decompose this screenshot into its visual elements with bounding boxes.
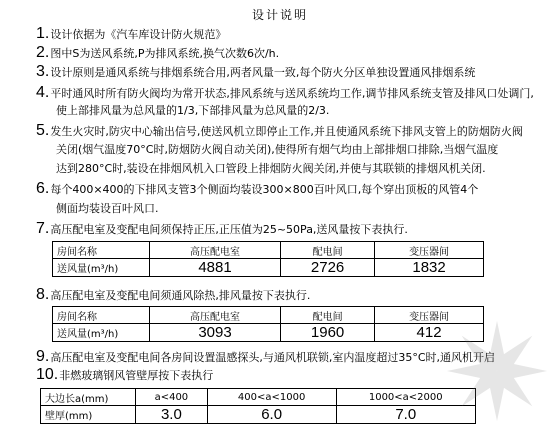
table-header-row: [41, 389, 476, 406]
item-6: [36, 182, 478, 197]
table-cell: 3.0: [136, 406, 208, 424]
item-number: 9.: [36, 348, 50, 365]
item-3: [36, 65, 475, 80]
item-text: 高压配电室及变配电间各房间设置温感探头,与通风机联锁,室内温度超过35°C时,通风机开启: [50, 351, 496, 364]
item-6-continued: 侧面均装设百叶风口.: [56, 202, 159, 215]
table-header-cell: 400<a<1000: [207, 389, 336, 406]
table-header-cell: 1000<a<2000: [336, 389, 476, 406]
item-number: 10.: [36, 366, 59, 383]
item-number: 5.: [36, 122, 50, 139]
table-header-cell: 高压配电室: [150, 242, 281, 259]
item-1: [36, 27, 226, 42]
item-text: 设计依据为《汽车库设计防火规范》: [50, 28, 227, 41]
item-number: 1.: [36, 25, 50, 42]
item-text: 图中S为送风系统,P为排风系统,换气次数6次/h.: [50, 47, 280, 60]
item-number: 3.: [36, 63, 50, 80]
table-duct-thickness: [40, 388, 476, 424]
item-number: 4.: [36, 84, 50, 101]
item-number: 2.: [36, 44, 50, 61]
item-4-continued: 使上部排风量为总风量的1/3,下部排风量为总风量的2/3.: [56, 104, 330, 117]
item-text: 每个400×400的下排风支管3个侧面均装设300×800百叶风口,每个穿出顶板的风管4个: [50, 183, 479, 196]
table-cell: 4881: [150, 259, 281, 277]
table-header-cell: 变压器间: [375, 307, 484, 324]
table-cell: 6.0: [207, 406, 336, 424]
table-header-row: [53, 242, 484, 259]
table-row: [53, 259, 484, 277]
item-text: 发生火灾时,防灾中心输出信号,使送风机立即停止工作,并且使通风系统下排风支管上的防烟防火阀: [50, 125, 523, 138]
table-header-cell: 变压器间: [375, 242, 484, 259]
table-header-cell: 高压配电室: [150, 307, 281, 324]
page-title: 设计说明: [251, 8, 308, 22]
table-header-cell: 配电间: [281, 307, 375, 324]
item-10: [36, 368, 213, 383]
item-5-continued: 关闭(烟气温度70°C时,防烟防火阀自动关闭),使得所有烟气均由上部排烟口排除,当烟气温度: [56, 143, 499, 156]
table-exhaust-air: [52, 306, 484, 342]
item-5-continued-2: 达到280°C时,装设在排烟风机入口管段上排烟防火阀关闭,并使与其联锁的排烟风机关闭.: [56, 162, 486, 175]
table-cell: 7.0: [336, 406, 476, 424]
table-row: [41, 406, 476, 424]
table-cell: 1832: [375, 259, 484, 277]
item-text: 平时通风时所有防火阀均为常开状态,排风系统与送风系统均工作,调节排风系统支管及排风口处调门,: [50, 87, 534, 100]
table-header-cell: 房间名称: [53, 307, 150, 324]
item-number: 8.: [36, 286, 50, 303]
table-header-cell: a<400: [136, 389, 208, 406]
item-text: 高压配电室及变配电间须通风除热,排风量按下表执行.: [50, 289, 311, 302]
table-row-label: 送风量(m³/h): [53, 259, 150, 277]
item-8: [36, 288, 310, 303]
item-7: [36, 222, 408, 237]
table-header-cell: 配电间: [281, 242, 375, 259]
item-number: 7.: [36, 220, 50, 237]
item-number: 6.: [36, 180, 50, 197]
item-text: 非燃玻璃钢风管壁厚按下表执行: [59, 369, 214, 382]
item-5: [36, 124, 523, 139]
table-supply-air: [52, 241, 484, 277]
item-2: [36, 46, 279, 61]
item-9: [36, 350, 495, 365]
table-cell: 412: [375, 324, 484, 342]
watermark-logo-icon: [442, 316, 552, 426]
item-text: 高压配电室及变配电间须保持正压,正压值为25~50Pa,送风量按下表执行.: [50, 223, 408, 236]
table-row-label: 壁厚(mm): [41, 406, 136, 424]
item-4: [36, 86, 534, 101]
item-text: 设计原则是通风系统与排烟系统合用,两者风量一致,每个防火分区单独设置通风排烟系统: [50, 66, 476, 79]
table-cell: 1960: [281, 324, 375, 342]
table-header-cell: 大边长a(mm): [41, 389, 136, 406]
table-header-cell: 房间名称: [53, 242, 150, 259]
table-header-row: [53, 307, 484, 324]
table-row: [53, 324, 484, 342]
table-cell: 3093: [150, 324, 281, 342]
table-row-label: 送风量(m³/h): [53, 324, 150, 342]
table-cell: 2726: [281, 259, 375, 277]
